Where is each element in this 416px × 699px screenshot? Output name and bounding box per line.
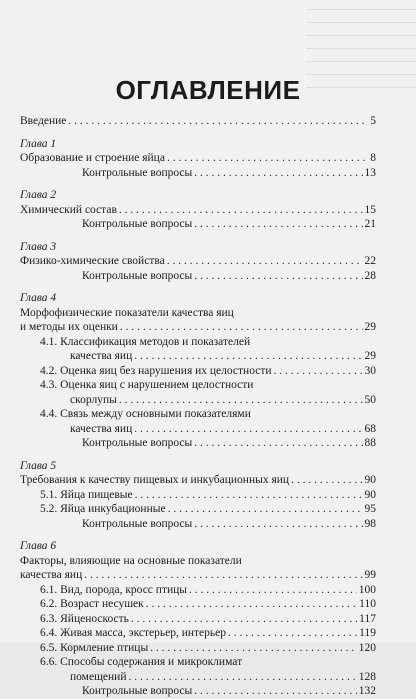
toc-entry-title: Контрольные вопросы xyxy=(82,218,193,230)
toc-entry-title: качества яиц xyxy=(70,422,133,435)
toc-entry-chapter-2 xyxy=(20,203,376,218)
toc-entry-title: Требования к качеству пищевых и инкубационных яиц xyxy=(20,474,290,486)
toc-entry-page: 90 xyxy=(364,488,376,501)
toc-entry-section xyxy=(20,393,376,408)
toc-entry-page: 29 xyxy=(364,321,376,333)
toc-entry-page: 98 xyxy=(364,517,376,530)
toc-entry-page: 99 xyxy=(364,569,376,581)
toc-entry-title: 6.3. Яйценоскость xyxy=(40,612,129,625)
toc-entry-chapter-5 xyxy=(20,473,376,488)
toc-entry-page: 100 xyxy=(358,583,376,596)
toc-entry-title: Химический состав xyxy=(20,203,117,216)
toc-entry-title: 6.1. Вид, порода, кросс птицы xyxy=(40,583,188,596)
toc-entry-page: 22 xyxy=(364,255,376,267)
toc-entry-title: 6.5. Кормление птицы xyxy=(40,641,149,654)
toc-entry-section xyxy=(20,422,376,437)
toc-entry-title: Контрольные вопросы xyxy=(82,685,193,697)
chapter-label: Глава 5 xyxy=(20,459,57,472)
toc-entry-title: 5.2. Яйца инкубационные xyxy=(40,503,166,515)
toc-entry-questions xyxy=(20,217,376,232)
toc-entry-chapter-1 xyxy=(20,151,376,166)
toc-entry-section xyxy=(20,612,376,627)
toc-entry-title: 4.2. Оценка яиц без нарушения их целостности xyxy=(40,364,272,377)
toc-entry-page: 110 xyxy=(359,598,376,610)
toc-entry-title: Контрольные вопросы xyxy=(82,269,193,282)
toc-entry-questions xyxy=(20,269,376,284)
toc-entry-section xyxy=(20,583,376,598)
toc-entry-title: 6.2. Возраст несушек xyxy=(40,598,144,610)
chapter-label: Глава 3 xyxy=(20,240,57,253)
toc-entry-chapter-3 xyxy=(20,254,376,269)
toc-entry-title: Контрольные вопросы xyxy=(82,517,193,530)
toc-entry-page: 21 xyxy=(364,218,376,230)
toc-entry-page: 88 xyxy=(364,437,376,449)
toc-entry-title: помещений xyxy=(70,670,127,683)
toc-entry-page: 90 xyxy=(364,474,376,486)
toc-entry-questions xyxy=(20,166,376,181)
toc-entry-title: качества яиц xyxy=(70,350,133,362)
toc-entry-title: Физико-химические свойства xyxy=(20,255,165,267)
toc-entry-page: 68 xyxy=(364,422,376,435)
toc-entry-page: 117 xyxy=(359,612,376,625)
toc-entry-page: 28 xyxy=(364,269,376,282)
toc-entry-chapter-4 xyxy=(20,320,376,335)
toc-entry-page: 5 xyxy=(370,115,376,127)
toc-entry-title: Введение xyxy=(20,115,67,127)
toc-entry-section xyxy=(20,349,376,364)
toc-entry-section xyxy=(20,626,376,641)
toc-entry-title: Контрольные вопросы xyxy=(82,166,193,179)
toc-entry-title: 6.4. Живая масса, экстерьер, интерьер xyxy=(40,627,226,639)
toc-entry-title: 6.6. Способы содержания и микроклимат xyxy=(40,656,243,668)
toc-entry-page: 13 xyxy=(364,166,376,179)
toc-entry-page: 120 xyxy=(358,641,376,654)
toc-entry-page: 29 xyxy=(364,350,376,362)
toc-entry-page: 15 xyxy=(364,203,376,216)
chapter-label: Глава 2 xyxy=(20,189,57,201)
toc-entry-section xyxy=(20,364,376,379)
toc-entry-title: 4.4. Связь между основными показателями xyxy=(40,408,251,420)
toc-entry-questions xyxy=(20,684,376,699)
toc-entry-page: 119 xyxy=(359,627,376,639)
toc-entry-page: 30 xyxy=(364,364,376,377)
toc-entry-page: 8 xyxy=(370,152,376,164)
toc-entry-title: скорлупы xyxy=(70,393,117,406)
toc-entry-title: Факторы, влияющие на основные показатели xyxy=(20,554,242,567)
toc-entry-intro xyxy=(20,114,376,129)
toc-entry-page: 132 xyxy=(358,685,376,697)
toc-entry-title: и методы их оценки xyxy=(20,321,118,333)
toc-entry-page: 128 xyxy=(358,670,376,683)
toc-entry-section xyxy=(20,597,376,612)
toc-entry-title: Образование и строение яйца xyxy=(20,152,165,164)
chapter-label: Глава 6 xyxy=(20,540,57,552)
page-title: ОГЛАВЛЕНИЕ xyxy=(115,75,301,105)
chapter-label: Глава 4 xyxy=(20,292,57,304)
toc-entry-title: 5.1. Яйца пищевые xyxy=(40,488,133,501)
toc-entry-page: 50 xyxy=(364,393,376,406)
toc-entry-title: качества яиц xyxy=(20,569,83,581)
toc-entry-page: 95 xyxy=(364,503,376,515)
table-of-contents xyxy=(20,114,376,699)
toc-entry-questions xyxy=(20,436,376,451)
toc-entry-section xyxy=(20,670,376,685)
toc-entry-questions xyxy=(20,517,376,532)
toc-entry-section xyxy=(20,488,376,503)
toc-entry-title: Морфофизические показатели качества яиц xyxy=(20,306,234,319)
toc-entry-title: 4.3. Оценка яиц с нарушением целостности xyxy=(40,379,254,391)
toc-entry-title: Контрольные вопросы xyxy=(82,437,193,449)
chapter-label: Глава 1 xyxy=(20,137,57,150)
toc-entry-chapter-6 xyxy=(20,568,376,583)
toc-entry-title: 4.1. Классификация методов и показателей xyxy=(40,335,251,348)
toc-entry-section xyxy=(20,502,376,517)
